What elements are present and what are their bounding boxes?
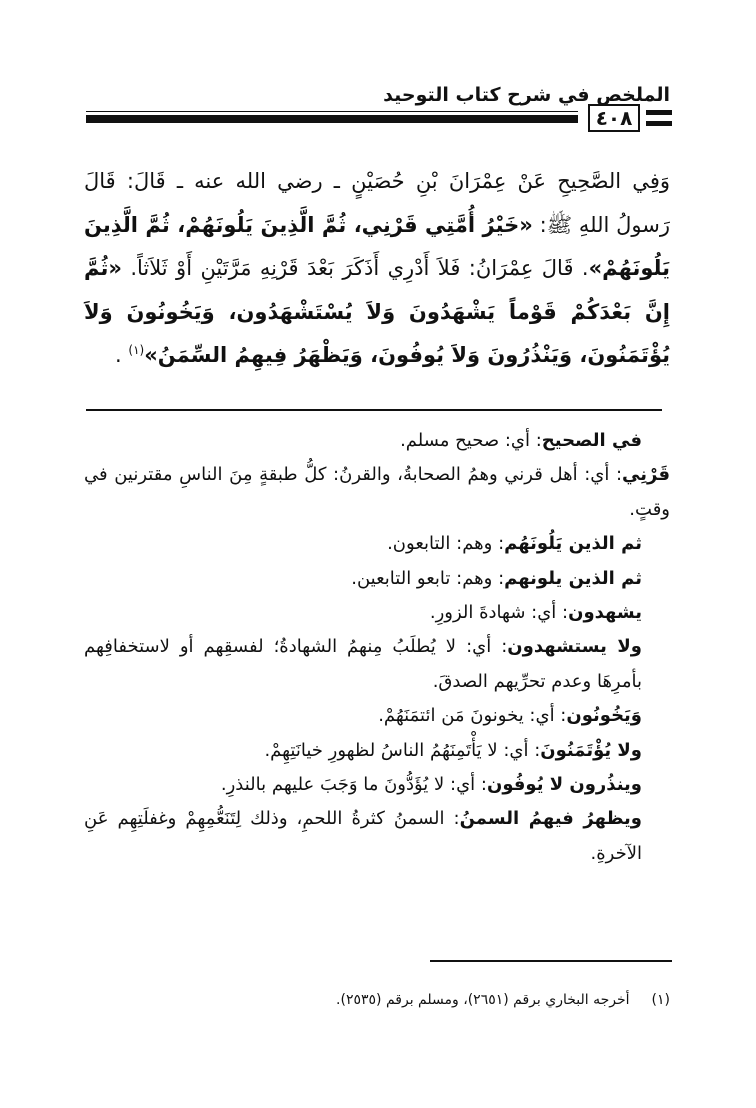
glossary-term: ثم الذين يَلُونَهُم	[504, 533, 642, 555]
glossary-entry	[84, 802, 670, 871]
glossary-definition: : أي: لا يُطلَبُ مِنهمُ الشهادةُ؛ لفسقِهم أو لاستخفافِهم بأمرِهَا وعدم تحرِّيهم الصدقَ.	[84, 636, 642, 692]
glossary-definition: : السمنُ كثرةُ اللحمِ، وذلك لِتَنَعُّمِهِمْ وغفلَتِهِم عَنِ الآخرةِ.	[84, 808, 642, 864]
hadith-narrator-note: . قَالَ عِمْرَانُ: فَلاَ أَدْرِي أَذَكَرَ بَعْدَ قَرْنِهِ مَرَّتَيْنِ أَوْ ثَلاَثاً.	[130, 256, 589, 280]
glossary-term: ويظهرُ فيهمُ السمنُ	[459, 808, 642, 830]
glossary-definition: : أي: لا يَأْتَمِنَهُمُ الناسُ لظهورِ خيانَتِهِمْ.	[264, 739, 541, 761]
glossary-term: وينذُرون لا يُوفُون	[486, 774, 642, 796]
hadith-intro: وَفِي الصَّحِيحِ عَنْ عِمْرَانَ بْنِ حُصَيْنٍ ـ رضي الله عنه ـ قَالَ: قَالَ رَسولُ اللهِ ﷺ:	[84, 169, 670, 237]
glossary-term: ولا يُؤْتَمَنُونَ	[540, 739, 642, 761]
page-number-dash	[646, 110, 672, 115]
glossary	[84, 424, 670, 871]
glossary-term: ثم الذين يلونهم	[504, 567, 642, 589]
footnote-marker: (١)	[128, 343, 145, 357]
glossary-definition: : أي: شهادةَ الزورِ.	[429, 602, 569, 624]
glossary-definition: : وهم: تابعو التابعين.	[351, 567, 505, 589]
footnote-text: أخرجه البخاري برقم (٢٦٥١)، ومسلم برقم (٢٥٣٥).	[336, 992, 630, 1008]
glossary-definition: : أي: صحيح مسلم.	[400, 430, 542, 451]
header-rule-thin	[86, 111, 578, 112]
footnote-rule	[430, 960, 672, 962]
glossary-entry	[84, 527, 670, 561]
hadith-end: .	[115, 343, 129, 367]
glossary-term: يشهدون	[568, 602, 642, 624]
hadith-quote-second: «ثُمَّ إِنَّ بَعْدَكُمْ قَوْماً يَشْهَدُونَ وَلاَ يُسْتَشْهَدُون، وَيَخُونُونَ وَلاَ يُؤْتَمَنُونَ، وَيَنْذُرُونَ وَلاَ يُوفُونَ، وَيَظْهَرُ فِيهِمُ السِّمَنُ»	[84, 256, 670, 367]
glossary-entry	[84, 768, 670, 802]
glossary-definition: : أي: لا يُؤَدُّونَ ما وَجَبَ عليهم بالنذرِ.	[220, 774, 487, 796]
page-number-dash	[646, 121, 672, 126]
glossary-definition: : أي: يخونونَ مَن ائتمَنَهُمْ.	[378, 705, 567, 727]
footnote-number: (١)	[651, 992, 670, 1008]
running-header-title: الملخص في شرح كتاب التوحيد	[383, 84, 670, 106]
glossary-term: وَيَخُونُون	[566, 705, 642, 727]
glossary-entry	[84, 699, 670, 733]
glossary-entry	[84, 562, 670, 596]
glossary-definition: : أي: أهل قرني وهمُ الصحابةُ، والقرنُ: كلُّ طبقةٍ مِنَ الناسِ مقترنين في وقتٍ.	[84, 464, 670, 520]
header-rule-thick	[86, 115, 578, 123]
glossary-term: في الصحيح	[541, 430, 642, 451]
glossary-entry	[84, 458, 670, 527]
page-number: ٤٠٨	[588, 104, 640, 132]
glossary-entry	[84, 596, 670, 630]
section-divider	[86, 409, 662, 411]
footnote	[84, 989, 670, 1011]
glossary-term: قَرْنِي	[622, 464, 670, 486]
glossary-entry	[84, 630, 670, 699]
hadith-text	[84, 160, 670, 378]
glossary-term: ولا يستشهدون	[507, 636, 642, 658]
hadith-quote-first: «خَيْرُ أُمَّتِي قَرْنِي، ثُمَّ الَّذِينَ يَلُونَهُمْ، ثُمَّ الَّذِينَ يَلُونَهُمْ»	[84, 212, 670, 280]
glossary-entry	[84, 424, 670, 458]
glossary-definition: : وهم: التابعون.	[387, 533, 505, 555]
glossary-entry	[84, 734, 670, 768]
